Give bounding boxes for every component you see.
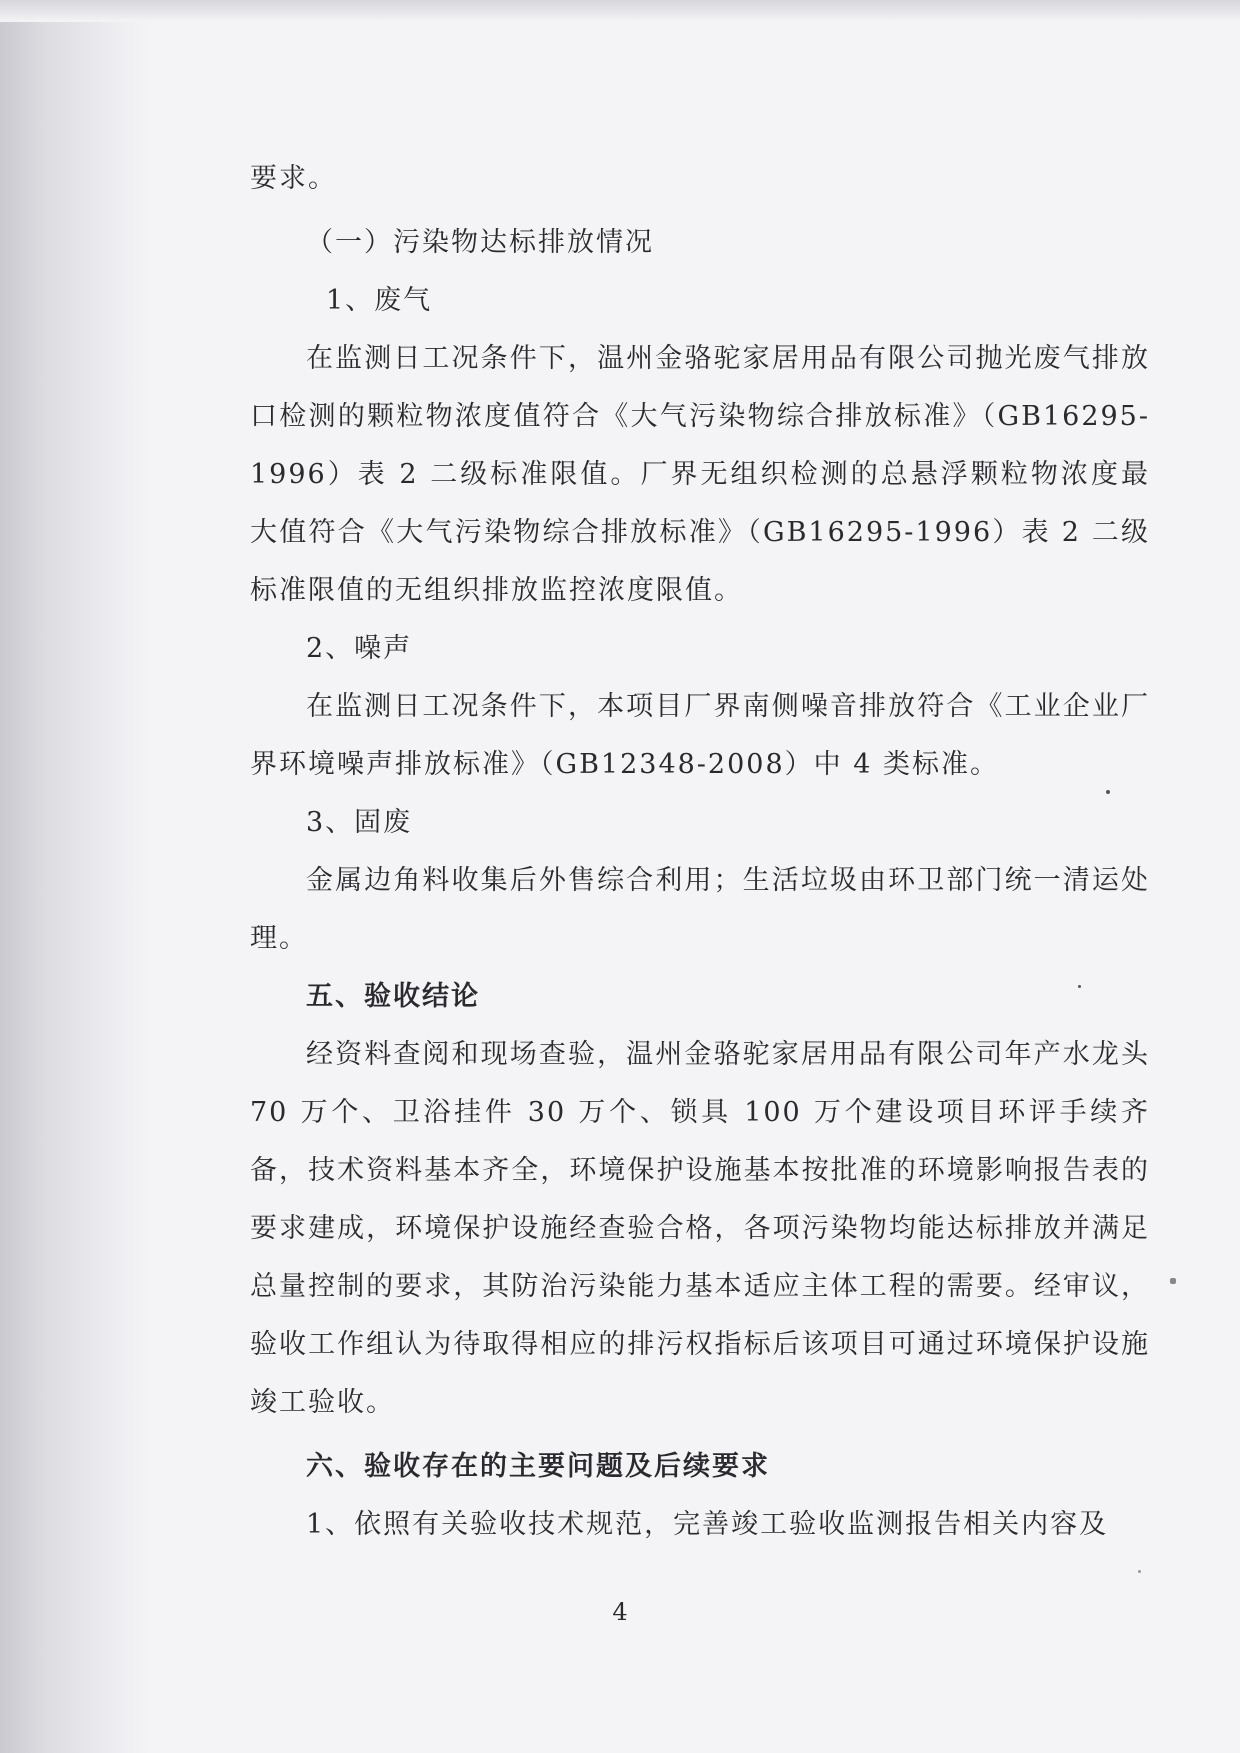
paragraph-continuation: 要求。 (250, 163, 337, 194)
paragraph-noise: 在监测日工况条件下，本项目厂界南侧噪音排放符合《工业企业厂界环境噪声排放标准》（GB12348-2008）中 4 类标准。 (250, 691, 1150, 780)
section-heading-acceptance-conclusion: 五、验收结论 (306, 981, 480, 1012)
item-heading-exhaust-gas: 1、废气 (326, 285, 433, 316)
paragraph-issue-1: 1、依照有关验收技术规范，完善竣工验收监测报告相关内容及 (306, 1509, 1109, 1540)
item-heading-noise: 2、噪声 (306, 633, 413, 664)
scan-shadow-left (0, 0, 150, 1753)
scan-speck (1106, 790, 1110, 794)
scan-shadow-top (0, 0, 1240, 22)
section-heading-issues-followup: 六、验收存在的主要问题及后续要求 (306, 1451, 770, 1482)
paragraph-acceptance-conclusion: 经资料查阅和现场查验，温州金骆驼家居用品有限公司年产水龙头 70 万个、卫浴挂件 30 万个、锁具 100 万个建设项目环评手续齐备，技术资料基本齐全，环境保护设施基本按批准的环境影响报告表的要求建成，环境保护设施经查验合格，各项污染物均能达标排放并满足总量控制的要求，其防治污染能力基本适应主体工程的需要。经审议，验收工作组认为待取得相应的排污权指标后该项目可通过环境保护设施竣工验收。 (250, 1039, 1150, 1418)
scan-speck (1138, 1570, 1141, 1573)
paragraph-solid-waste: 金属边角料收集后外售综合利用；生活垃圾由环卫部门统一清运处理。 (250, 865, 1150, 954)
scan-speck (1078, 985, 1081, 988)
paragraph-exhaust-gas: 在监测日工况条件下，温州金骆驼家居用品有限公司抛光废气排放口检测的颗粒物浓度值符合《大气污染物综合排放标准》（GB16295-1996）表 2 二级标准限值。厂界无组织检测的总悬浮颗粒物浓度最大值符合《大气污染物综合排放标准》（GB16295-1996）表 2 二级标准限值的无组织排放监控浓度限值。 (250, 343, 1150, 606)
subsection-heading-pollutant-discharge: （一）污染物达标排放情况 (306, 227, 654, 258)
item-heading-solid-waste: 3、固废 (306, 807, 413, 838)
document-body (250, 150, 1150, 1554)
page-number: 4 (612, 1598, 628, 1626)
scan-speck (1170, 1278, 1176, 1284)
